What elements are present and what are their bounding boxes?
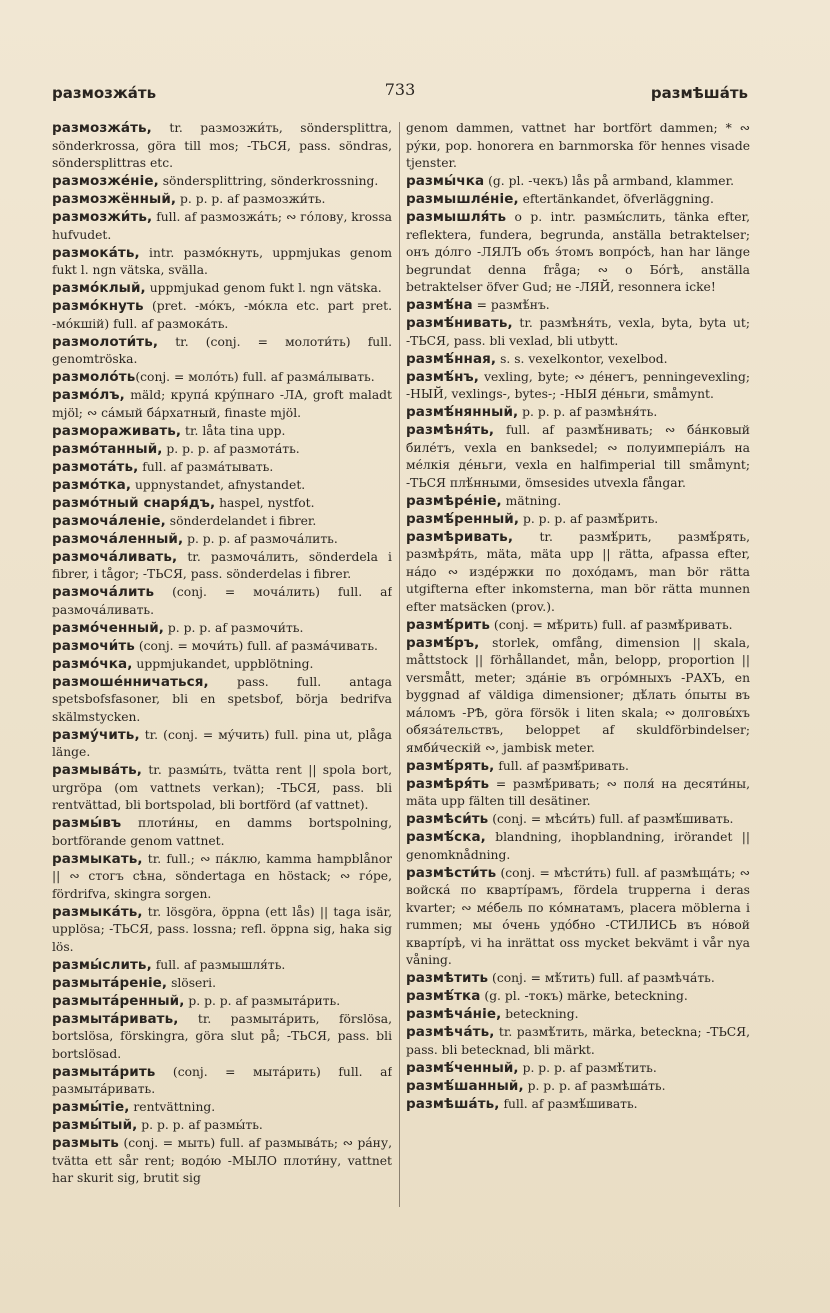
entry-definition: blandning, ihopblandning, irörandet || genomknådning. <box>406 830 750 862</box>
entry-definition: p. p. p. af размы́ть. <box>137 1118 263 1132</box>
entry-headword: размолóть <box>52 369 136 385</box>
entry-definition: p. p. p. af размытáрить. <box>184 993 341 1008</box>
column-divider <box>399 122 400 1207</box>
entry-headword: размѣ́ренный, <box>406 510 520 527</box>
entry-headword: размѣшáть, <box>406 1095 500 1112</box>
dictionary-entry <box>52 1117 392 1135</box>
dictionary-entry <box>406 1006 750 1024</box>
entry-headword: размотáть, <box>52 458 139 475</box>
entry-definition: pass. full. antaga spetsbofsfasoner, bli en spetsbof, börja bedrifva skälmstycken. <box>52 674 392 724</box>
entry-headword: размѣ́на <box>406 297 473 313</box>
entry-definition: storlek, omfång, dimension || skala, måttstock || förhållandet, mån, belopp, proportion || versmått, meter; здáніе въ огрóмныхъ -РАХЪ, en byggnad af väldiga dimensioner; дѣ́лать óпыты въ мáломъ -РѢ, göra försök i liten skala; ∾ долговы́хъ обязáтельствъ, beloppet af skuldförbindelser; ямби́ческiй ∾, jambisk meter. <box>406 635 750 755</box>
entry-headword: размыкать, <box>52 850 143 867</box>
dictionary-entry <box>52 584 392 619</box>
entry-headword: размытáривать, <box>52 1010 179 1027</box>
dictionary-entry <box>406 811 750 829</box>
entry-headword: размѣ́рить <box>406 616 490 633</box>
dictionary-entry <box>52 280 392 298</box>
entry-headword: размѣ́ченный, <box>406 1059 519 1076</box>
entry-headword: размозжéніе, <box>52 173 159 189</box>
entry-definition: haspel, nystfot. <box>215 495 315 510</box>
entry-definition: плоти́ны, en damms bortspolning, bortförande genom vattnet. <box>52 816 392 848</box>
entry-headword: размы́слить, <box>52 956 152 973</box>
entry-headword: размóтка, <box>52 476 132 493</box>
entry-definition: (conj. = мѣ́рить) full. af размѣ́ривать. <box>489 617 733 632</box>
dictionary-entry <box>406 297 750 315</box>
entry-headword: размыть <box>52 1135 119 1151</box>
entry-headword: размораживать, <box>52 422 182 439</box>
dictionary-entry <box>406 1096 750 1114</box>
entry-definition: p. p. p. af размочи́ть. <box>164 620 304 635</box>
page-number: 733 <box>384 80 416 99</box>
entry-definition: mäld; крупá крýпнаго -ЛА, groft maladt mjöl; ∾ сáмый бáрхатный, finaste mjöl. <box>52 388 392 420</box>
dictionary-entry <box>52 423 392 441</box>
entry-definition: tr. размытáрить, förslösa, bortslösa, förskingra, göra slut på; -ТЬСЯ, pass. bli bortslösad. <box>52 1011 392 1061</box>
dictionary-entry <box>406 1024 750 1059</box>
entry-definition: uppmjukandet, uppblötning. <box>132 656 314 671</box>
entry-definition: p. p. p. af размѣ́тить. <box>518 1060 657 1075</box>
entry-definition: tr. (conj. = молоти́ть) full. genomtröska. <box>52 334 392 366</box>
entry-headword: размы́въ <box>52 815 122 831</box>
entry-headword: размышлéніе, <box>406 191 519 207</box>
entry-headword: размѣ́ръ, <box>406 634 480 651</box>
entry-headword: размочи́ть <box>52 637 135 654</box>
dictionary-entry <box>52 387 392 422</box>
entry-definition: tr. размы́ть, tvätta rent || spola bort, urgröpa (om vattnets verkan); -ТЬСЯ, pass. bli rentvättad, bli bortspolad, bli bortförd (af vattnet). <box>52 763 392 812</box>
entry-headword: размѣривать, <box>406 528 514 545</box>
dictionary-entry <box>52 209 392 244</box>
entry-definition: full. af размышля́ть. <box>151 957 286 972</box>
entry-definition: tr. размозжи́ть, söndersplittra, sönderkrossa, göra till mos; -ТЬСЯ, pass. söndras, söndersplittras etc. <box>52 121 392 170</box>
dictionary-entry <box>406 865 750 970</box>
entry-headword: размытáрить <box>52 1063 156 1080</box>
header-right-guideword: размѣшáть <box>650 84 748 102</box>
entry-headword: размѣ́ска, <box>406 829 486 845</box>
entry-definition: vexling, byte; ∾ дéнегъ, penningevexling; -НЫЙ, vexlings-, bytes-; -НЫЯ дéньги, småmynt. <box>406 369 750 401</box>
entry-headword: размокáть, <box>52 244 140 261</box>
entry-definition: beteckning. <box>501 1007 579 1021</box>
entry-headword: размошéнничаться, <box>52 673 209 690</box>
dictionary-entry <box>406 758 750 776</box>
entry-definition: tr. lösgöra, öppna (ett lås) || taga isär, upplösa; -ТЬСЯ, pass. lossna; refl. öppna sig, haka sig lös. <box>52 904 392 954</box>
entry-headword: размѣчáніе, <box>406 1006 502 1022</box>
dictionary-entry <box>52 298 392 333</box>
entry-headword: размочáливать, <box>52 548 178 565</box>
entry-headword: размѣня́ть, <box>406 422 495 438</box>
entry-headword: размозжённый, <box>52 191 177 207</box>
entry-headword: размóтанный, <box>52 440 163 457</box>
entry-definition: (conj. = мѣси́ть) full. af размѣ́шивать. <box>488 812 734 826</box>
entry-definition: tr. размѣ́тить, märka, beteckna; -ТЬСЯ, pass. bli betecknad, bli märkt. <box>406 1025 750 1057</box>
dictionary-entry <box>406 120 750 173</box>
entry-definition: p. p. p. af размѣня́ть. <box>518 405 658 419</box>
entry-headword: размытáренный, <box>52 992 185 1009</box>
dictionary-entry <box>52 638 392 656</box>
entry-headword: размыкáть, <box>52 903 143 920</box>
entry-headword: размѣ́шанный, <box>406 1077 524 1094</box>
entry-definition: tr. размѣ́рить, размѣ́рять, размѣря́ть, mäta, mäta upp || rätta, afpassa efter, нáдо ∾ издéржки по дохóдамъ, man bör rätta utgifterna efter inkomsterna, man bör rätta munnen efter matsäcken (prov.). <box>406 529 750 614</box>
entry-definition: (pret. -мóкъ, -мóкла etc. part pret. -мóкшій) full. af размокáть. <box>52 299 392 331</box>
header-left-guideword: размозжáть <box>52 84 157 102</box>
entry-definition: full. af размѣ́нивать; ∾ бáнковый билéтъ, vexla en banksedel; ∾ полуимперiáлъ на мéлкiя дéньги, vexla en halfimperial till småmynt; -ТЬСЯ плѣ́нными, ömsesides utvexla fångar. <box>406 423 750 490</box>
dictionary-entry <box>406 315 750 350</box>
entry-headword: размѣ́нъ, <box>406 368 479 385</box>
entry-definition: sönderdelandet i fibrer. <box>165 513 317 528</box>
dictionary-entry <box>52 334 392 369</box>
entry-headword: размóкнуть <box>52 298 144 314</box>
entry-headword: размы́тый, <box>52 1117 138 1133</box>
dictionary-entry <box>52 245 392 280</box>
entry-headword: размолоти́ть, <box>52 333 159 350</box>
entry-definition: (conj. = мѣ́тить) full. af размѣчáть. <box>488 971 715 985</box>
entry-headword: размывáть, <box>52 762 143 778</box>
entry-definition: full. af размáтывать. <box>138 459 274 474</box>
dictionary-entry <box>52 656 392 674</box>
dictionary-entry <box>406 511 750 529</box>
entry-definition: söndersplittring, sönderkrossning. <box>158 174 379 188</box>
dictionary-entry <box>52 173 392 191</box>
entry-headword: размóклый, <box>52 280 146 296</box>
dictionary-entry <box>52 904 392 957</box>
entry-definition: p. p. p. af размотáть. <box>162 441 300 456</box>
entry-definition: slöseri. <box>167 975 217 990</box>
dictionary-entry <box>52 1135 392 1188</box>
entry-definition: (conj. = мочáлить) full. af размочáливать. <box>52 585 392 617</box>
entry-definition: full. af размѣ́шивать. <box>499 1096 638 1111</box>
dictionary-entry <box>406 529 750 617</box>
dictionary-entry <box>406 988 750 1006</box>
entry-headword: размѣ́нянный, <box>406 404 519 420</box>
entry-definition: (conj. = мочи́ть) full. af размáчивать. <box>134 638 378 653</box>
entry-headword: размýчить, <box>52 726 140 743</box>
dictionary-entry <box>406 209 750 297</box>
entry-headword: размóчка, <box>52 655 133 672</box>
entry-headword: размочáлить <box>52 584 155 600</box>
entry-definition: full. af размозжáть; ∾ гóлову, krossa hufvudet. <box>52 210 392 242</box>
dictionary-entry <box>406 1078 750 1096</box>
dictionary-entry <box>406 493 750 511</box>
entry-headword: размѣчáть, <box>406 1024 495 1040</box>
entry-definition: eftertänkandet, öfverläggning. <box>518 192 714 206</box>
entry-definition: mätning. <box>501 493 562 508</box>
entry-headword: размóтный снаря́дъ, <box>52 494 216 511</box>
entry-headword: размы́тіе, <box>52 1099 130 1115</box>
entry-headword: размозжáть, <box>52 120 152 136</box>
entry-headword: размѣ́тка <box>406 988 481 1004</box>
entry-headword: размѣрéніе, <box>406 492 502 509</box>
entry-definition: = размѣ́нъ. <box>472 298 550 312</box>
right-column <box>406 120 750 1210</box>
entry-headword: размѣ́нивать, <box>406 315 513 331</box>
dictionary-entry <box>406 1060 750 1078</box>
dictionary-entry <box>52 191 392 209</box>
entry-definition: p. p. p. af размозжи́ть. <box>176 192 326 206</box>
dictionary-entry <box>406 829 750 864</box>
entry-definition: intr. размóкнуть, uppmjukas genom fukt l. ngn vätska, svälla. <box>52 245 392 277</box>
left-column <box>52 120 392 1210</box>
entry-headword: размочáленіе, <box>52 512 166 529</box>
dictionary-entry <box>52 120 392 173</box>
entry-definition: s. s. vexelkontor, vexelbod. <box>496 351 668 366</box>
entry-definition: tr. (conj. = мýчить) full. pina ut, plåga länge. <box>52 727 392 759</box>
entry-definition: (conj. = мѣсти́ть) full. af размѣщáть; ∾ войскá по квартíрамъ, fördela trupperna i deras kvarter; ∾ мéбель по кóмнатамъ, placera möblerna i rummen; мы óчень удóбно -СТИЛИСЬ въ нóвой квартíрѣ, vi ha inrättat oss mycket bekvämt i vår nya våning. <box>406 865 750 967</box>
page-header <box>52 80 748 110</box>
dictionary-entry <box>52 727 392 762</box>
entry-definition: uppmjukad genom fukt l. ngn vätska. <box>145 281 382 295</box>
entry-definition: genom dammen, vattnet har bortfört dammen; * ∾ рýки, pop. honorera en barnmorska för hennes visade tjenster. <box>406 121 750 170</box>
dictionary-entry <box>406 776 750 811</box>
entry-definition: (conj. = молóть) full. af размáлывать. <box>135 370 375 384</box>
entry-definition: p. p. p. af размочáлить. <box>183 531 338 546</box>
dictionary-entry <box>406 617 750 635</box>
entry-headword: размѣ́рять, <box>406 757 495 774</box>
dictionary-entry <box>406 635 750 758</box>
dictionary-entry <box>52 620 392 638</box>
dictionary-entry <box>52 531 392 549</box>
dictionary-entry <box>52 549 392 584</box>
dictionary-entry <box>52 495 392 513</box>
entry-definition: = размѣ́ривать; ∾ поля́ на десяти́ны, mäta upp fälten till desätiner. <box>406 776 750 808</box>
entry-definition: tr. размочáлить, sönderdela i fibrer, i tågor; -ТЬСЯ, pass. sönderdelas i fibrer. <box>52 549 392 581</box>
dictionary-entry <box>406 369 750 404</box>
entry-definition: tr. låta tina upp. <box>181 423 286 438</box>
entry-definition: tr. full.; ∾ пáклю, kamma hampblånor || ∾ стогъ сѣна, söndertaga en höstack; ∾ гóре, fördrifva, skingra sorgen. <box>52 851 392 901</box>
entry-definition: p. p. p. af размѣ́рить. <box>519 511 659 526</box>
dictionary-entry <box>52 477 392 495</box>
dictionary-entry <box>406 970 750 988</box>
entry-headword: размѣ́нная, <box>406 350 497 367</box>
entry-definition: (conj. = мытáрить) full. af размытáривать. <box>52 1064 392 1096</box>
entry-headword: размѣтить <box>406 970 489 986</box>
dictionary-entry <box>52 762 392 815</box>
dictionary-entry <box>52 441 392 459</box>
dictionary-entry <box>52 957 392 975</box>
dictionary-entry <box>406 191 750 209</box>
dictionary-entry <box>52 993 392 1011</box>
entry-definition: p. p. p. af размѣшáть. <box>523 1078 666 1093</box>
entry-definition: o p. intr. размы́слить, tänka efter, reflektera, fundera, begrunda, anställa betraktelser; онъ дóлго -ЛЯЛЪ объ э́томъ вопрóсѣ, han har länge begrundat denna fråga; ∾ о Бóгѣ, anställa betraktelser öfver Gud; не -ЛЯЙ, resonnera icke! <box>406 210 750 294</box>
entry-definition: (conj. = мыть) full. af размывáть; ∾ рáну, tvätta ett sår rent; водóю -МЫЛО плоти́ну, vattnet har skurit sig, brutit sig <box>52 1136 392 1185</box>
entry-headword: размѣря́ть <box>406 775 490 792</box>
dictionary-entry <box>406 404 750 422</box>
entry-definition: full. af размѣ́ривать. <box>494 758 629 773</box>
dictionary-entry <box>52 674 392 727</box>
dictionary-entry <box>406 422 750 492</box>
entry-definition: (g. pl. -чекъ) lås på armband, klammer. <box>484 174 735 188</box>
entry-headword: размышля́ть <box>406 209 507 225</box>
dictionary-entry <box>52 975 392 993</box>
dictionary-entry <box>52 459 392 477</box>
dictionary-entry <box>406 351 750 369</box>
dictionary-entry <box>52 815 392 850</box>
dictionary-entry <box>406 173 750 191</box>
entry-definition: tr. размѣня́ть, vexla, byta, byta ut; -ТЬСЯ, pass. bli vexlad, bli utbytt. <box>406 316 750 348</box>
dictionary-entry <box>52 513 392 531</box>
entry-definition: (g. pl. -токъ) märke, beteckning. <box>480 989 688 1003</box>
dictionary-entry <box>52 1064 392 1099</box>
entry-headword: размы́чка <box>406 173 485 189</box>
entry-headword: размозжи́ть, <box>52 209 153 225</box>
entry-definition: uppnystandet, afnystandet. <box>131 477 306 492</box>
entry-headword: размѣси́ть <box>406 811 489 827</box>
entry-headword: размѣсти́ть <box>406 864 497 881</box>
dictionary-entry <box>52 1011 392 1064</box>
entry-headword: размочáленный, <box>52 530 184 547</box>
dictionary-entry <box>52 369 392 387</box>
entry-headword: размытáреніе, <box>52 974 168 991</box>
dictionary-entry <box>52 851 392 904</box>
entry-headword: размóченный, <box>52 619 165 636</box>
dictionary-entry <box>52 1099 392 1117</box>
entry-headword: размóлъ, <box>52 387 125 403</box>
entry-definition: rentvättning. <box>129 1100 216 1114</box>
